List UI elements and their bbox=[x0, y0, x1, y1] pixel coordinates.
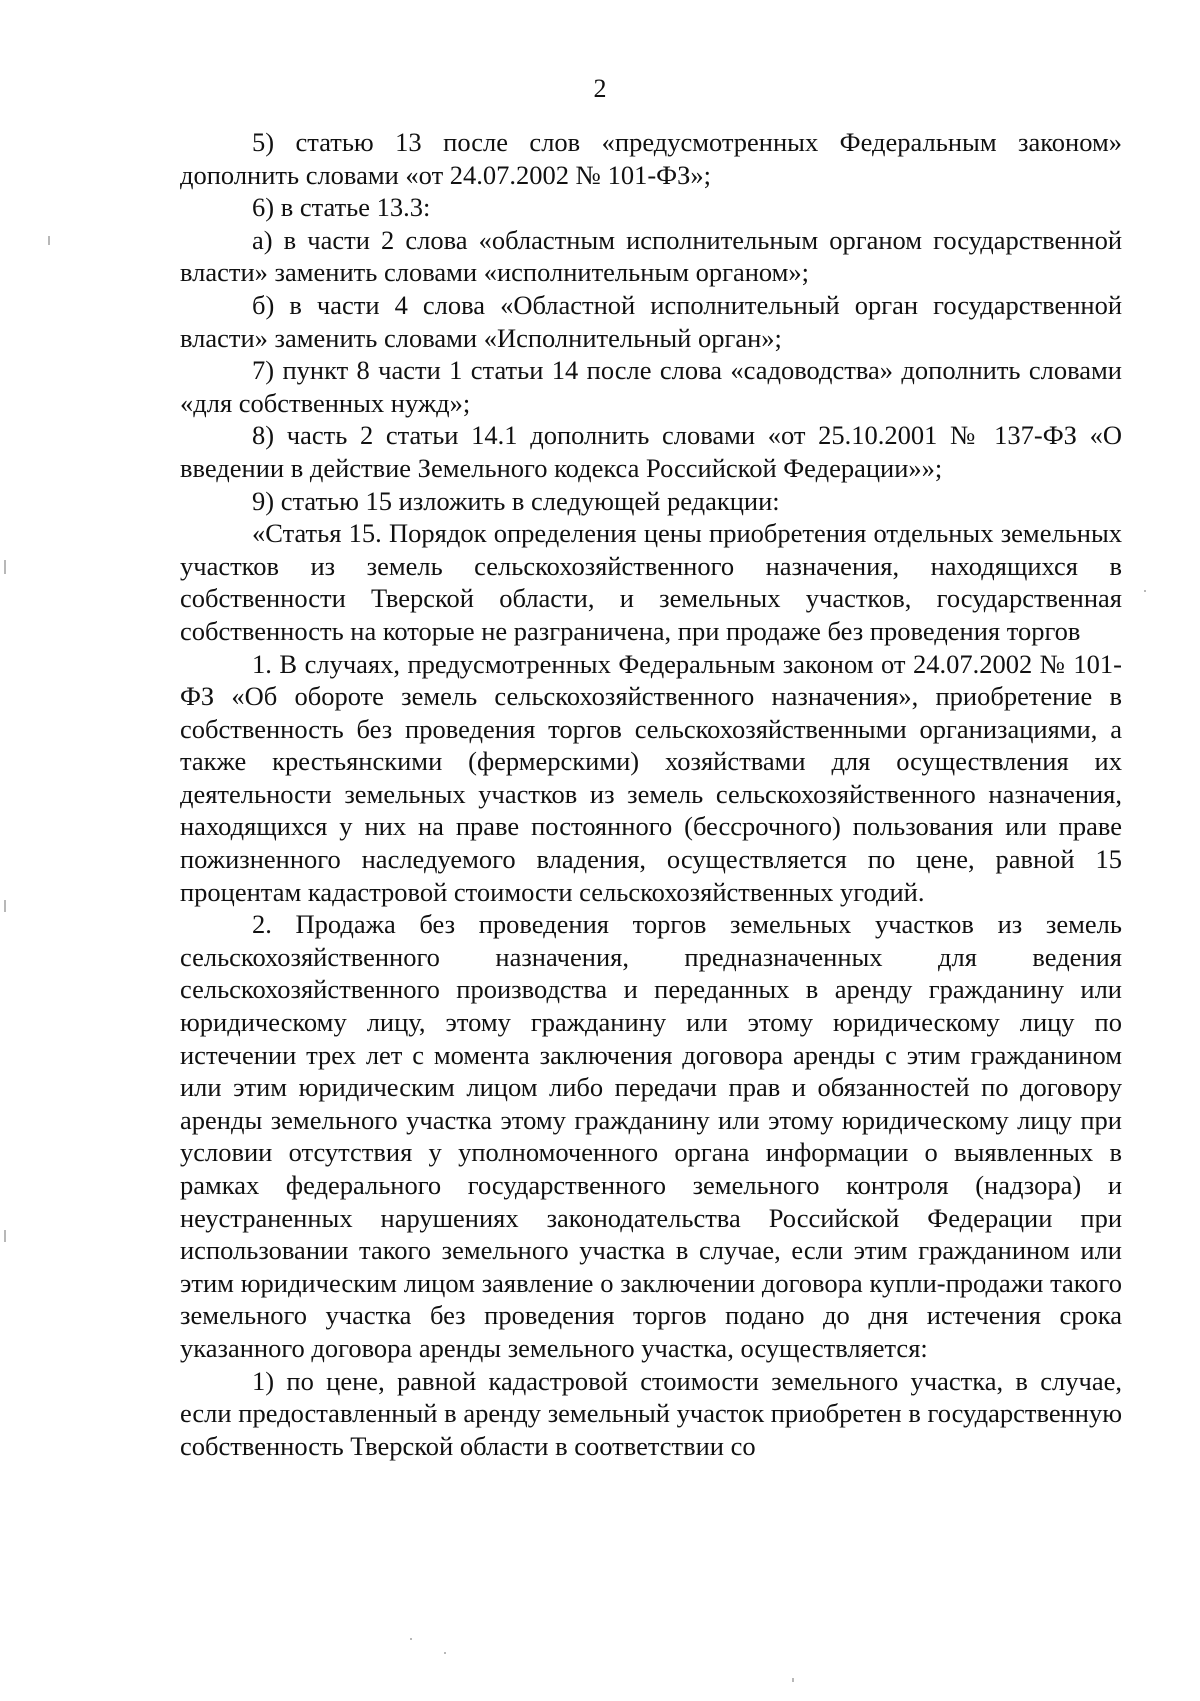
paragraph-item-5: 5) статью 13 после слов «предусмотренных Федеральным законом» дополнить словами «от 24.07.2002 № 101-ФЗ»; bbox=[180, 127, 1122, 190]
scan-speck bbox=[1144, 590, 1146, 592]
article-15-part-2-item-1: 1) по цене, равной кадастровой стоимости земельного участка, в случае, если предоставленный в аренду земельный участок приобретен в государственную собственность Тверской области в соответствии со bbox=[180, 1365, 1122, 1461]
document-body bbox=[180, 126, 1122, 1462]
article-15-heading: «Статья 15. Порядок определения цены приобретения отдельных земельных участков из земель сельскохозяйственного назначения, находящихся в собственности Тверской области, и земельных участков, государственная собственность на которые не разграничена, при продаже без проведения торгов bbox=[180, 518, 1122, 646]
page-number: 2 bbox=[593, 74, 607, 103]
scan-speck bbox=[792, 1678, 794, 1682]
article-15-part-2: 2. Продажа без проведения торгов земельных участков из земель сельскохозяйственного назначения, предназначенных для ведения сельскохозяйственного производства и переданных в аренду гражданину или юридическому лицу, этому гражданину или этому юридическому лицу по истечении трех лет с момента заключения договора аренды с этим гражданином или этим юридическим лицом либо передачи прав и обязанностей по договору аренды земельного участка этому гражданину или этому юридическому лицу при условии отсутствия у уполномоченного органа информации о выявленных в рамках федерального государственного земельного контроля (надзора) и неустраненных нарушениях законодательства Российской Федерации при использовании такого земельного участка в случае, если этим гражданином или этим юридическим лицом заявление о заключении договора купли-продажи такого земельного участка без проведения торгов подано до дня истечения срока указанного договора аренды земельного участка, осуществляется: bbox=[180, 909, 1122, 1363]
paragraph-subitem-b: б) в части 4 слова «Областной исполнительный орган государственной власти» заменить словами «Исполнительный орган»; bbox=[180, 289, 1122, 353]
paragraph-item-9: 9) статью 15 изложить в следующей редакции: bbox=[252, 485, 780, 516]
scan-speck bbox=[48, 236, 50, 245]
article-15-part-1: 1. В случаях, предусмотренных Федеральным законом от 24.07.2002 № 101-ФЗ «Об обороте земель сельскохозяйственного назначения», приобретение в собственность без проведения торгов сельскохозяйственными организациями, а также крестьянскими (фермерскими) хозяйствами для осуществления их деятельности земельных участков из земель сельскохозяйственного назначения, находящихся у них на праве постоянного (бессрочного) пользования или праве пожизненного наследуемого владения, осуществляется по цене, равной 15 процентам кадастровой стоимости сельскохозяйственных угодий. bbox=[180, 648, 1122, 907]
scan-speck bbox=[444, 1652, 446, 1654]
scan-speck bbox=[4, 900, 6, 912]
paragraph-item-6: 6) в статье 13.3: bbox=[252, 192, 431, 223]
scan-speck bbox=[410, 1638, 412, 1640]
paragraph-subitem-a: а) в части 2 слова «областным исполнительным органом государственной власти» заменить словами «исполнительным органом»; bbox=[180, 224, 1122, 288]
scan-speck bbox=[4, 560, 6, 574]
scan-speck bbox=[4, 1230, 6, 1242]
paragraph-item-7: 7) пункт 8 части 1 статьи 14 после слова «садоводства» дополнить словами «для собственных нужд»; bbox=[180, 355, 1122, 418]
paragraph-item-8: 8) часть 2 статьи 14.1 дополнить словами «от 25.10.2001 № 137-ФЗ «О введении в действие Земельного кодекса Российской Федерации»»; bbox=[180, 420, 1122, 483]
